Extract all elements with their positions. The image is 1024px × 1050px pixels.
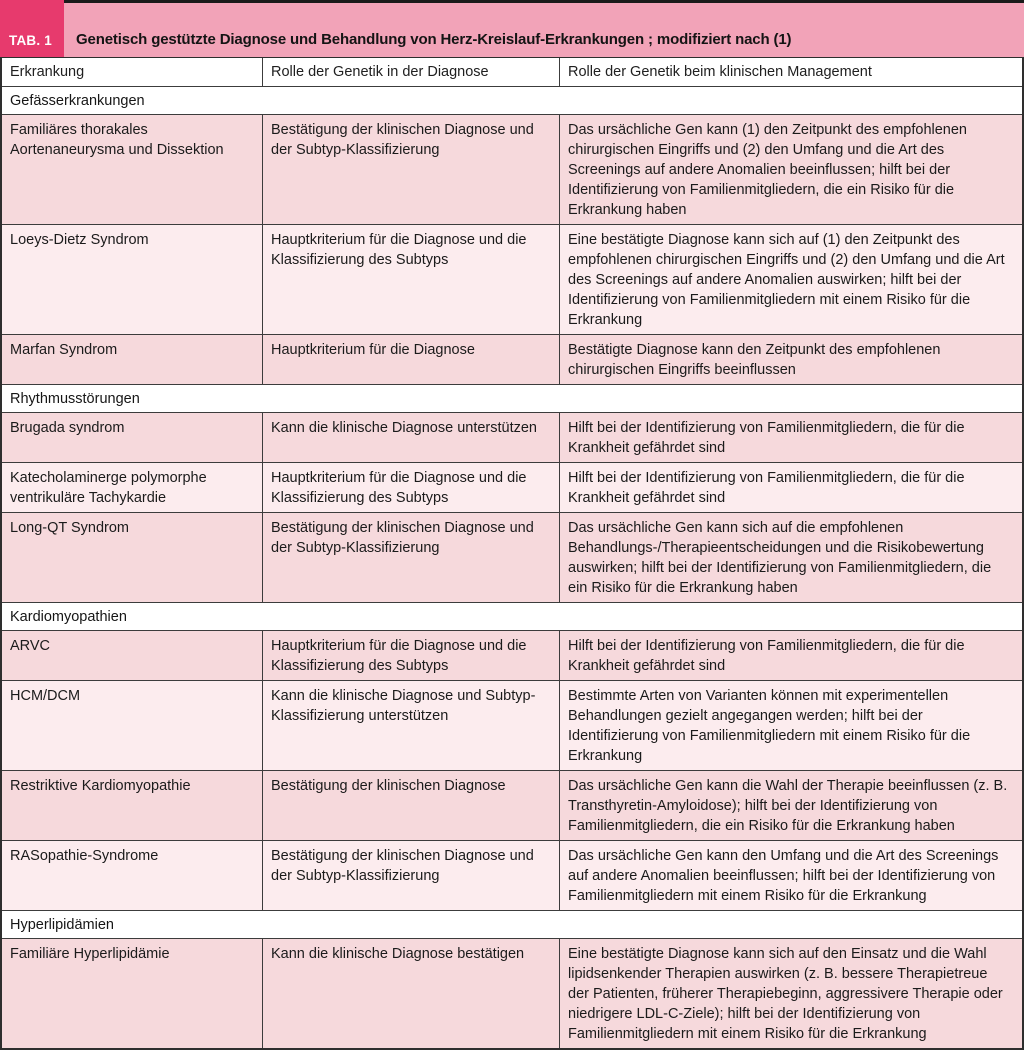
table-row-restriktive-kardiomyopathie	[2, 770, 1022, 840]
banner-top-rule	[64, 0, 1024, 3]
table-header-row	[2, 58, 1022, 86]
cell-management: Das ursächliche Gen kann (1) den Zeitpunkt des empfohlenen chirurgischen Eingriffs und (2) den Umfang und die Art des Screenings auf andere Anomalien beeinflussen; hilft bei der Identifizierung von Familienmitgliedern, die ein Risiko für die Erkrankung haben	[559, 115, 1022, 224]
cell-management: Eine bestätigte Diagnose kann sich auf (1) den Zeitpunkt des empfohlenen chirurgischen Eingriffs und (2) den Umfang und die Art des Screenings auf andere Anomalien auswirken; hilft bei der Identifizierung von Familienmitgliedern mit einem Risiko für die Erkrankung	[559, 225, 1022, 334]
cell-management: Hilft bei der Identifizierung von Familienmitgliedern, die für die Krankheit gefährdet sind	[559, 631, 1022, 680]
cell-diagnose: Kann die klinische Diagnose bestätigen	[262, 939, 559, 1048]
cell-erkrankung: Restriktive Kardiomyopathie	[10, 778, 191, 794]
cell-diagnose: Bestätigung der klinischen Diagnose und der Subtyp-Klassifizierung	[262, 841, 559, 910]
cell-diagnose: Kann die klinische Diagnose unterstützen	[262, 413, 559, 462]
cell-erkrankung: HCM/DCM	[10, 688, 81, 704]
cell-erkrankung: Katecholaminerge polymorphe ventrikuläre Tachykardie	[10, 470, 207, 506]
cell-diagnose: Hauptkriterium für die Diagnose und die Klassifizierung des Subtyps	[262, 463, 559, 512]
cell-management: Hilft bei der Identifizierung von Familienmitgliedern, die für die Krankheit gefährdet sind	[559, 413, 1022, 462]
table-row-long-qt	[2, 512, 1022, 602]
section-header-hyperlipidaemien: Hyperlipidämien	[2, 910, 1022, 938]
table-row-hcm-dcm	[2, 680, 1022, 770]
cell-erkrankung: Loeys-Dietz Syndrom	[10, 232, 149, 248]
cell-diagnose: Bestätigung der klinischen Diagnose und der Subtyp-Klassifizierung	[262, 513, 559, 602]
table-row-loeys-dietz	[2, 224, 1022, 334]
table-tag-label: TAB. 1	[9, 33, 52, 48]
table-row-marfan	[2, 334, 1022, 384]
cell-erkrankung: Marfan Syndrom	[10, 342, 118, 358]
cell-diagnose: Kann die klinische Diagnose und Subtyp-Klassifizierung unterstützen	[262, 681, 559, 770]
section-header-gefaesserkrankungen: Gefässerkrankungen	[2, 86, 1022, 114]
cell-diagnose: Hauptkriterium für die Diagnose	[262, 335, 559, 384]
cell-management: Hilft bei der Identifizierung von Familienmitgliedern, die für die Krankheit gefährdet sind	[559, 463, 1022, 512]
table-row-brugada	[2, 412, 1022, 462]
cell-management: Das ursächliche Gen kann die Wahl der Therapie beeinflussen (z. B. Transthyretin-Amyloidose); hilft bei der Identifizierung von Familienmitgliedern, die ein Risiko für die Erkrankung haben	[559, 771, 1022, 840]
table-tag-badge	[0, 0, 64, 57]
table-row-arvc	[2, 630, 1022, 680]
table-banner	[0, 0, 1024, 57]
cell-erkrankung: Familiäres thorakales Aortenaneurysma und Dissektion	[10, 122, 224, 158]
section-header-rhythmusstoerungen: Rhythmusstörungen	[2, 384, 1022, 412]
cell-erkrankung: ARVC	[10, 638, 51, 654]
cell-erkrankung: Familiäre Hyperlipidämie	[10, 946, 170, 962]
table-title: Genetisch gestützte Diagnose und Behandlung von Herz-Kreislauf-Erkrankungen ; modifiziert nach (1)	[76, 31, 792, 48]
table-row-rasopathie	[2, 840, 1022, 910]
cell-management: Bestimmte Arten von Varianten können mit experimentellen Behandlungen gezielt angegangen werden; hilft bei der Identifizierung von Familienmitgliedern mit einem Risiko für die Erkrankung	[559, 681, 1022, 770]
cell-management: Das ursächliche Gen kann den Umfang und die Art des Screenings auf andere Anomalien beeinflussen; hilft bei der Identifizierung von Familienmitgliedern mit einem Risiko für die Erkrankung	[559, 841, 1022, 910]
cell-erkrankung: Brugada syndrom	[10, 420, 125, 436]
table-row-familiaere-hyperlipidaemie	[2, 938, 1022, 1048]
cell-management: Das ursächliche Gen kann sich auf die empfohlenen Behandlungs-/Therapieentscheidungen und die Risikobewertung auswirken; hilft bei der Identifizierung von Familienmitgliedern, die ein Risiko für die Erkrankung haben	[559, 513, 1022, 602]
section-header-kardiomyopathien: Kardiomyopathien	[2, 602, 1022, 630]
cell-diagnose: Bestätigung der klinischen Diagnose	[262, 771, 559, 840]
cell-erkrankung: RASopathie-Syndrome	[10, 848, 159, 864]
cell-diagnose: Hauptkriterium für die Diagnose und die Klassifizierung des Subtyps	[262, 631, 559, 680]
cell-management: Bestätigte Diagnose kann den Zeitpunkt des empfohlenen chirurgischen Eingriffs beeinflussen	[559, 335, 1022, 384]
column-header-diagnose: Rolle der Genetik in der Diagnose	[262, 58, 559, 86]
column-header-management: Rolle der Genetik beim klinischen Management	[559, 58, 1022, 86]
cell-diagnose: Hauptkriterium für die Diagnose und die Klassifizierung des Subtyps	[262, 225, 559, 334]
table-row-katecholaminerge-tachykardie	[2, 462, 1022, 512]
cell-erkrankung: Long-QT Syndrom	[10, 520, 130, 536]
cell-diagnose: Bestätigung der klinischen Diagnose und der Subtyp-Klassifizierung	[262, 115, 559, 224]
column-header-erkrankung: Erkrankung	[10, 64, 85, 80]
table-row-familiaeres-aortenaneurysma	[2, 114, 1022, 224]
genetics-table	[0, 57, 1024, 1050]
cell-management: Eine bestätigte Diagnose kann sich auf den Einsatz und die Wahl lipidsenkender Therapien auswirken (z. B. bessere Therapietreue der Patienten, früherer Therapiebeginn, aggressivere Therapie oder niedrigere LDL-C-Ziele); hilft bei der Identifizierung von Familienmitgliedern mit einem Risiko für die Erkrankung	[559, 939, 1022, 1048]
